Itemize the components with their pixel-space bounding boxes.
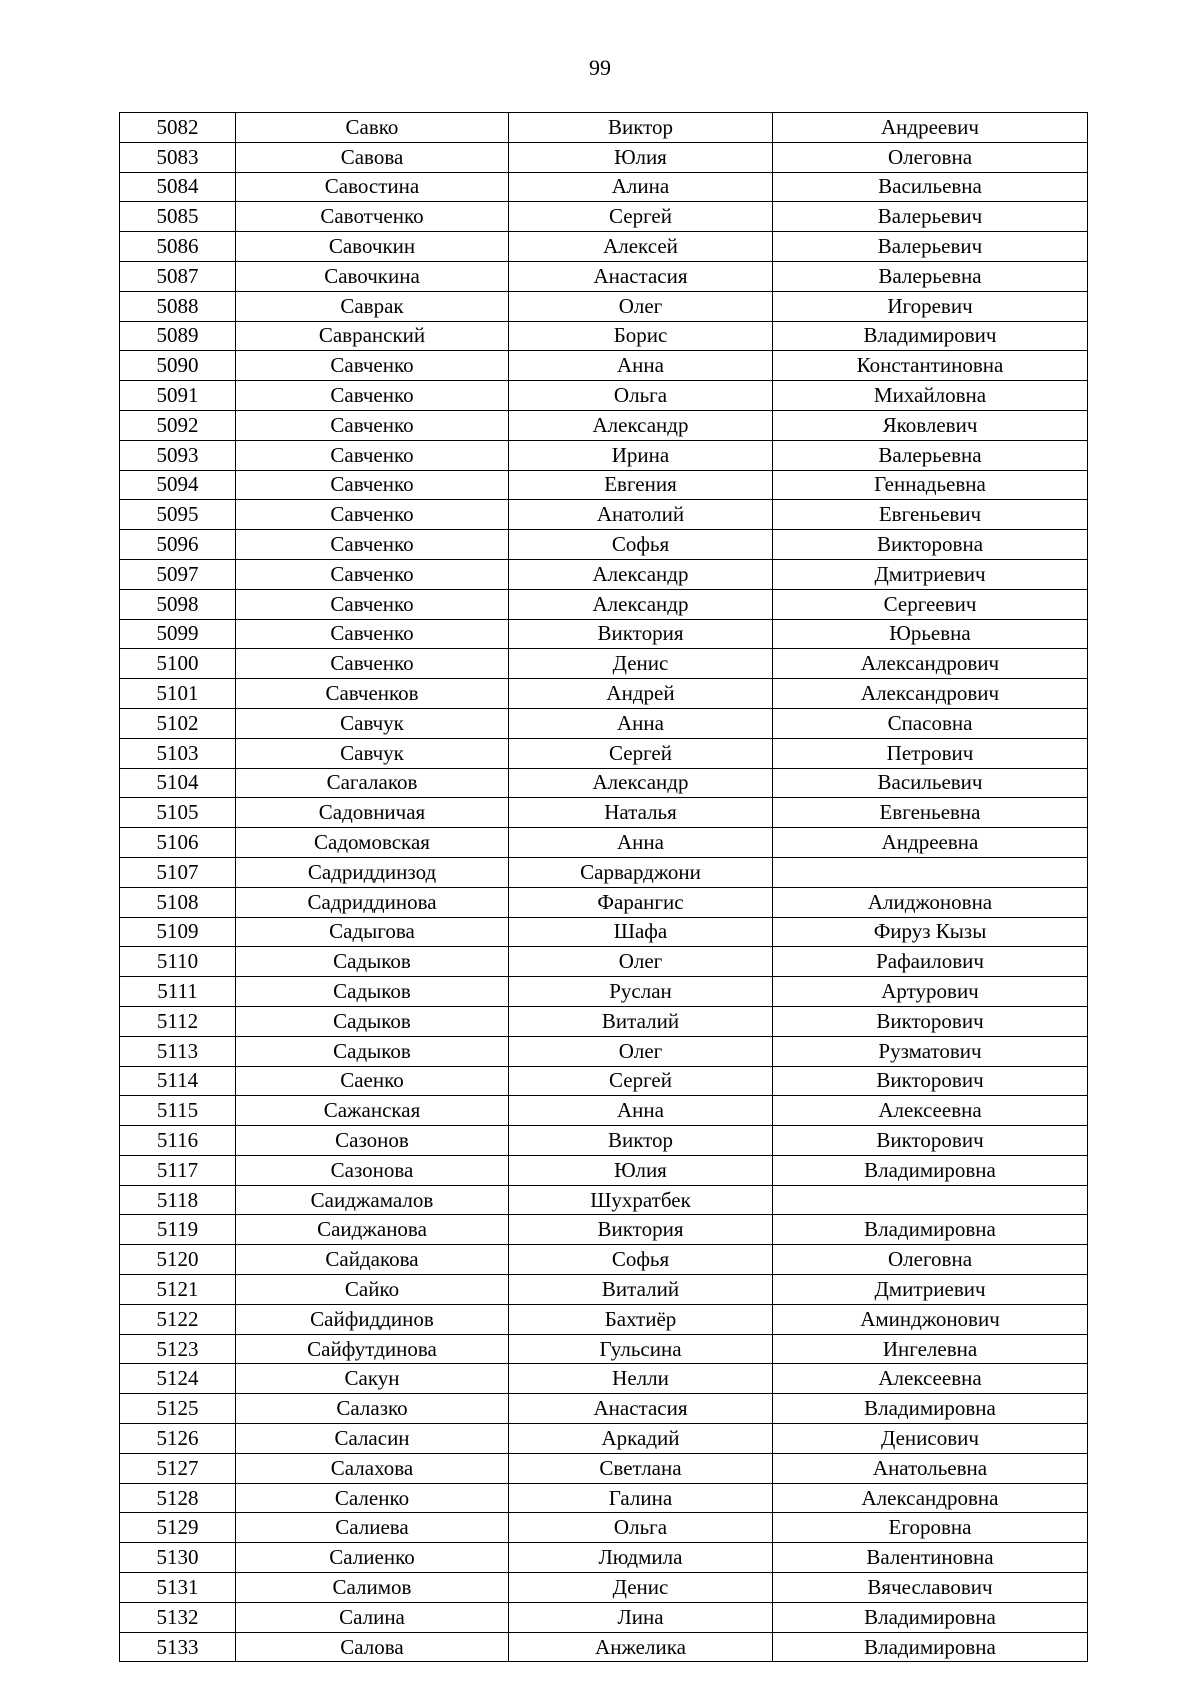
table-row xyxy=(120,261,1088,291)
row-number-cell: 5100 xyxy=(120,649,236,679)
surname-cell: Салимов xyxy=(236,1573,509,1603)
table-row xyxy=(120,887,1088,917)
patronymic-cell: Владимировна xyxy=(773,1632,1088,1662)
surname-cell: Сажанская xyxy=(236,1096,509,1126)
row-number-cell: 5115 xyxy=(120,1096,236,1126)
first-name-cell: Олег xyxy=(509,291,773,321)
row-number-cell: 5095 xyxy=(120,500,236,530)
surname-cell: Савченко xyxy=(236,649,509,679)
patronymic-cell: Васильевна xyxy=(773,172,1088,202)
patronymic-cell: Владимировна xyxy=(773,1215,1088,1245)
patronymic-cell: Олеговна xyxy=(773,142,1088,172)
row-number-cell: 5099 xyxy=(120,619,236,649)
patronymic-cell: Анатольевна xyxy=(773,1453,1088,1483)
row-number-cell: 5092 xyxy=(120,410,236,440)
surname-cell: Савченко xyxy=(236,500,509,530)
row-number-cell: 5111 xyxy=(120,977,236,1007)
patronymic-cell: Александрович xyxy=(773,679,1088,709)
first-name-cell: Александр xyxy=(509,589,773,619)
first-name-cell: Анастасия xyxy=(509,1394,773,1424)
table-row xyxy=(120,1632,1088,1662)
table-row xyxy=(120,947,1088,977)
patronymic-cell: Владимировна xyxy=(773,1602,1088,1632)
row-number-cell: 5096 xyxy=(120,530,236,560)
table-row xyxy=(120,1424,1088,1454)
first-name-cell: Борис xyxy=(509,321,773,351)
surname-cell: Савченко xyxy=(236,589,509,619)
row-number-cell: 5089 xyxy=(120,321,236,351)
table-row xyxy=(120,440,1088,470)
row-number-cell: 5121 xyxy=(120,1275,236,1305)
surname-cell: Сагалаков xyxy=(236,768,509,798)
surname-cell: Савочкина xyxy=(236,261,509,291)
surname-cell: Салиенко xyxy=(236,1543,509,1573)
table-row xyxy=(120,589,1088,619)
first-name-cell: Фарангис xyxy=(509,887,773,917)
surname-cell: Салиева xyxy=(236,1513,509,1543)
row-number-cell: 5105 xyxy=(120,798,236,828)
surname-cell: Салахова xyxy=(236,1453,509,1483)
row-number-cell: 5094 xyxy=(120,470,236,500)
table-row xyxy=(120,1036,1088,1066)
first-name-cell: Ирина xyxy=(509,440,773,470)
table-row xyxy=(120,649,1088,679)
patronymic-cell: Владимирович xyxy=(773,321,1088,351)
row-number-cell: 5112 xyxy=(120,1006,236,1036)
patronymic-cell: Артурович xyxy=(773,977,1088,1007)
surname-cell: Савранский xyxy=(236,321,509,351)
row-number-cell: 5127 xyxy=(120,1453,236,1483)
first-name-cell: Гульсина xyxy=(509,1334,773,1364)
first-name-cell: Анна xyxy=(509,1096,773,1126)
row-number-cell: 5102 xyxy=(120,708,236,738)
row-number-cell: 5088 xyxy=(120,291,236,321)
row-number-cell: 5113 xyxy=(120,1036,236,1066)
surname-cell: Садриддинова xyxy=(236,887,509,917)
row-number-cell: 5120 xyxy=(120,1245,236,1275)
surname-cell: Сайдакова xyxy=(236,1245,509,1275)
patronymic-cell: Юрьевна xyxy=(773,619,1088,649)
patronymic-cell: Рафаилович xyxy=(773,947,1088,977)
first-name-cell: Анжелика xyxy=(509,1632,773,1662)
row-number-cell: 5087 xyxy=(120,261,236,291)
row-number-cell: 5098 xyxy=(120,589,236,619)
surname-cell: Савочкин xyxy=(236,232,509,262)
first-name-cell: Виктория xyxy=(509,619,773,649)
row-number-cell: 5128 xyxy=(120,1483,236,1513)
patronymic-cell: Егоровна xyxy=(773,1513,1088,1543)
table-row xyxy=(120,768,1088,798)
surname-cell: Саласин xyxy=(236,1424,509,1454)
table-row xyxy=(120,738,1088,768)
surname-cell: Савчук xyxy=(236,708,509,738)
row-number-cell: 5082 xyxy=(120,113,236,143)
row-number-cell: 5086 xyxy=(120,232,236,262)
table-row xyxy=(120,1573,1088,1603)
table-row xyxy=(120,828,1088,858)
first-name-cell: Софья xyxy=(509,1245,773,1275)
patronymic-cell: Алексеевна xyxy=(773,1096,1088,1126)
row-number-cell: 5084 xyxy=(120,172,236,202)
patronymic-cell: Фируз Кызы xyxy=(773,917,1088,947)
patronymic-cell: Аминджонович xyxy=(773,1304,1088,1334)
first-name-cell: Виталий xyxy=(509,1275,773,1305)
row-number-cell: 5132 xyxy=(120,1602,236,1632)
surname-cell: Садриддинзод xyxy=(236,857,509,887)
table-row xyxy=(120,381,1088,411)
patronymic-cell: Александрович xyxy=(773,649,1088,679)
first-name-cell: Анатолий xyxy=(509,500,773,530)
patronymic-cell: Михайловна xyxy=(773,381,1088,411)
row-number-cell: 5114 xyxy=(120,1066,236,1096)
surname-cell: Сайфутдинова xyxy=(236,1334,509,1364)
first-name-cell: Ольга xyxy=(509,1513,773,1543)
table-row xyxy=(120,798,1088,828)
surname-cell: Сайфиддинов xyxy=(236,1304,509,1334)
first-name-cell: Денис xyxy=(509,649,773,679)
patronymic-cell: Игоревич xyxy=(773,291,1088,321)
row-number-cell: 5110 xyxy=(120,947,236,977)
surname-cell: Садыгова xyxy=(236,917,509,947)
surname-cell: Савченков xyxy=(236,679,509,709)
table-row xyxy=(120,1096,1088,1126)
table-row xyxy=(120,530,1088,560)
first-name-cell: Юлия xyxy=(509,1155,773,1185)
patronymic-cell: Олеговна xyxy=(773,1245,1088,1275)
surname-cell: Савостина xyxy=(236,172,509,202)
names-table xyxy=(119,112,1088,1662)
names-table-body xyxy=(120,113,1088,1662)
row-number-cell: 5125 xyxy=(120,1394,236,1424)
patronymic-cell: Константиновна xyxy=(773,351,1088,381)
row-number-cell: 5091 xyxy=(120,381,236,411)
surname-cell: Садыков xyxy=(236,947,509,977)
first-name-cell: Алексей xyxy=(509,232,773,262)
table-row xyxy=(120,172,1088,202)
patronymic-cell: Владимировна xyxy=(773,1394,1088,1424)
patronymic-cell: Ингелевна xyxy=(773,1334,1088,1364)
table-row xyxy=(120,619,1088,649)
surname-cell: Садыков xyxy=(236,1036,509,1066)
row-number-cell: 5101 xyxy=(120,679,236,709)
first-name-cell: Ольга xyxy=(509,381,773,411)
surname-cell: Савченко xyxy=(236,470,509,500)
patronymic-cell: Алиджоновна xyxy=(773,887,1088,917)
patronymic-cell: Валерьевич xyxy=(773,202,1088,232)
first-name-cell: Андрей xyxy=(509,679,773,709)
patronymic-cell: Александровна xyxy=(773,1483,1088,1513)
table-row xyxy=(120,291,1088,321)
first-name-cell: Анна xyxy=(509,708,773,738)
first-name-cell: Людмила xyxy=(509,1543,773,1573)
row-number-cell: 5108 xyxy=(120,887,236,917)
table-row xyxy=(120,1215,1088,1245)
patronymic-cell: Викторовна xyxy=(773,530,1088,560)
patronymic-cell: Андреевна xyxy=(773,828,1088,858)
surname-cell: Саврак xyxy=(236,291,509,321)
first-name-cell: Нелли xyxy=(509,1364,773,1394)
first-name-cell: Виктория xyxy=(509,1215,773,1245)
surname-cell: Савченко xyxy=(236,559,509,589)
row-number-cell: 5093 xyxy=(120,440,236,470)
table-row xyxy=(120,1453,1088,1483)
table-row xyxy=(120,1364,1088,1394)
table-row xyxy=(120,679,1088,709)
table-row xyxy=(120,559,1088,589)
first-name-cell: Алина xyxy=(509,172,773,202)
table-row xyxy=(120,1543,1088,1573)
row-number-cell: 5119 xyxy=(120,1215,236,1245)
page-number: 99 xyxy=(589,55,611,80)
surname-cell: Садыков xyxy=(236,977,509,1007)
table-row xyxy=(120,1066,1088,1096)
table-row xyxy=(120,1185,1088,1215)
first-name-cell: Виктор xyxy=(509,113,773,143)
table-row xyxy=(120,500,1088,530)
patronymic-cell: Викторович xyxy=(773,1066,1088,1096)
row-number-cell: 5106 xyxy=(120,828,236,858)
surname-cell: Саиджанова xyxy=(236,1215,509,1245)
table-row xyxy=(120,1483,1088,1513)
first-name-cell: Сергей xyxy=(509,202,773,232)
surname-cell: Салина xyxy=(236,1602,509,1632)
first-name-cell: Наталья xyxy=(509,798,773,828)
surname-cell: Сазонов xyxy=(236,1126,509,1156)
patronymic-cell: Петрович xyxy=(773,738,1088,768)
surname-cell: Салова xyxy=(236,1632,509,1662)
first-name-cell: Бахтиёр xyxy=(509,1304,773,1334)
surname-cell: Савченко xyxy=(236,530,509,560)
row-number-cell: 5117 xyxy=(120,1155,236,1185)
patronymic-cell: Геннадьевна xyxy=(773,470,1088,500)
table-row xyxy=(120,1126,1088,1156)
table-row xyxy=(120,1513,1088,1543)
table-row xyxy=(120,857,1088,887)
patronymic-cell: Спасовна xyxy=(773,708,1088,738)
patronymic-cell: Яковлевич xyxy=(773,410,1088,440)
table-row xyxy=(120,1275,1088,1305)
patronymic-cell xyxy=(773,1185,1088,1215)
surname-cell: Сайко xyxy=(236,1275,509,1305)
surname-cell: Саенко xyxy=(236,1066,509,1096)
first-name-cell: Виктор xyxy=(509,1126,773,1156)
surname-cell: Саленко xyxy=(236,1483,509,1513)
row-number-cell: 5107 xyxy=(120,857,236,887)
patronymic-cell: Валерьевич xyxy=(773,232,1088,262)
row-number-cell: 5090 xyxy=(120,351,236,381)
patronymic-cell: Викторович xyxy=(773,1126,1088,1156)
first-name-cell: Галина xyxy=(509,1483,773,1513)
first-name-cell: Светлана xyxy=(509,1453,773,1483)
first-name-cell: Лина xyxy=(509,1602,773,1632)
table-row xyxy=(120,977,1088,1007)
first-name-cell: Сергей xyxy=(509,738,773,768)
surname-cell: Савченко xyxy=(236,619,509,649)
table-row xyxy=(120,1334,1088,1364)
first-name-cell: Шафа xyxy=(509,917,773,947)
patronymic-cell: Васильевич xyxy=(773,768,1088,798)
patronymic-cell: Валерьевна xyxy=(773,261,1088,291)
surname-cell: Савчук xyxy=(236,738,509,768)
table-row xyxy=(120,410,1088,440)
first-name-cell: Александр xyxy=(509,559,773,589)
patronymic-cell: Андреевич xyxy=(773,113,1088,143)
patronymic-cell: Валерьевна xyxy=(773,440,1088,470)
table-row xyxy=(120,142,1088,172)
row-number-cell: 5109 xyxy=(120,917,236,947)
patronymic-cell: Вячеславович xyxy=(773,1573,1088,1603)
first-name-cell: Анна xyxy=(509,351,773,381)
surname-cell: Савченко xyxy=(236,351,509,381)
patronymic-cell: Евгеньевна xyxy=(773,798,1088,828)
surname-cell: Садовничая xyxy=(236,798,509,828)
table-row xyxy=(120,1155,1088,1185)
surname-cell: Садыков xyxy=(236,1006,509,1036)
first-name-cell: Софья xyxy=(509,530,773,560)
row-number-cell: 5104 xyxy=(120,768,236,798)
surname-cell: Сакун xyxy=(236,1364,509,1394)
surname-cell: Сазонова xyxy=(236,1155,509,1185)
patronymic-cell: Денисович xyxy=(773,1424,1088,1454)
first-name-cell: Олег xyxy=(509,1036,773,1066)
table-row xyxy=(120,1602,1088,1632)
row-number-cell: 5133 xyxy=(120,1632,236,1662)
row-number-cell: 5130 xyxy=(120,1543,236,1573)
row-number-cell: 5122 xyxy=(120,1304,236,1334)
patronymic-cell xyxy=(773,857,1088,887)
patronymic-cell: Дмитриевич xyxy=(773,559,1088,589)
table-row xyxy=(120,708,1088,738)
first-name-cell: Руслан xyxy=(509,977,773,1007)
row-number-cell: 5123 xyxy=(120,1334,236,1364)
row-number-cell: 5131 xyxy=(120,1573,236,1603)
patronymic-cell: Валентиновна xyxy=(773,1543,1088,1573)
surname-cell: Савотченко xyxy=(236,202,509,232)
first-name-cell: Виталий xyxy=(509,1006,773,1036)
surname-cell: Садомовская xyxy=(236,828,509,858)
row-number-cell: 5116 xyxy=(120,1126,236,1156)
surname-cell: Савова xyxy=(236,142,509,172)
first-name-cell: Олег xyxy=(509,947,773,977)
surname-cell: Савченко xyxy=(236,381,509,411)
first-name-cell: Александр xyxy=(509,410,773,440)
first-name-cell: Аркадий xyxy=(509,1424,773,1454)
table-row xyxy=(120,1006,1088,1036)
table-row xyxy=(120,232,1088,262)
first-name-cell: Анастасия xyxy=(509,261,773,291)
table-row xyxy=(120,1394,1088,1424)
surname-cell: Савченко xyxy=(236,440,509,470)
first-name-cell: Юлия xyxy=(509,142,773,172)
patronymic-cell: Алексеевна xyxy=(773,1364,1088,1394)
first-name-cell: Денис xyxy=(509,1573,773,1603)
table-row xyxy=(120,1304,1088,1334)
table-row xyxy=(120,202,1088,232)
row-number-cell: 5085 xyxy=(120,202,236,232)
row-number-cell: 5118 xyxy=(120,1185,236,1215)
surname-cell: Салазко xyxy=(236,1394,509,1424)
first-name-cell: Шухратбек xyxy=(509,1185,773,1215)
table-row xyxy=(120,351,1088,381)
patronymic-cell: Евгеньевич xyxy=(773,500,1088,530)
first-name-cell: Сергей xyxy=(509,1066,773,1096)
table-row xyxy=(120,113,1088,143)
table-row xyxy=(120,917,1088,947)
table-row xyxy=(120,1245,1088,1275)
table-row xyxy=(120,470,1088,500)
row-number-cell: 5103 xyxy=(120,738,236,768)
surname-cell: Савко xyxy=(236,113,509,143)
patronymic-cell: Дмитриевич xyxy=(773,1275,1088,1305)
patronymic-cell: Владимировна xyxy=(773,1155,1088,1185)
patronymic-cell: Викторович xyxy=(773,1006,1088,1036)
surname-cell: Саиджамалов xyxy=(236,1185,509,1215)
first-name-cell: Евгения xyxy=(509,470,773,500)
row-number-cell: 5083 xyxy=(120,142,236,172)
first-name-cell: Сарварджони xyxy=(509,857,773,887)
first-name-cell: Александр xyxy=(509,768,773,798)
row-number-cell: 5126 xyxy=(120,1424,236,1454)
table-row xyxy=(120,321,1088,351)
patronymic-cell: Рузматович xyxy=(773,1036,1088,1066)
row-number-cell: 5124 xyxy=(120,1364,236,1394)
row-number-cell: 5097 xyxy=(120,559,236,589)
patronymic-cell: Сергеевич xyxy=(773,589,1088,619)
first-name-cell: Анна xyxy=(509,828,773,858)
surname-cell: Савченко xyxy=(236,410,509,440)
row-number-cell: 5129 xyxy=(120,1513,236,1543)
